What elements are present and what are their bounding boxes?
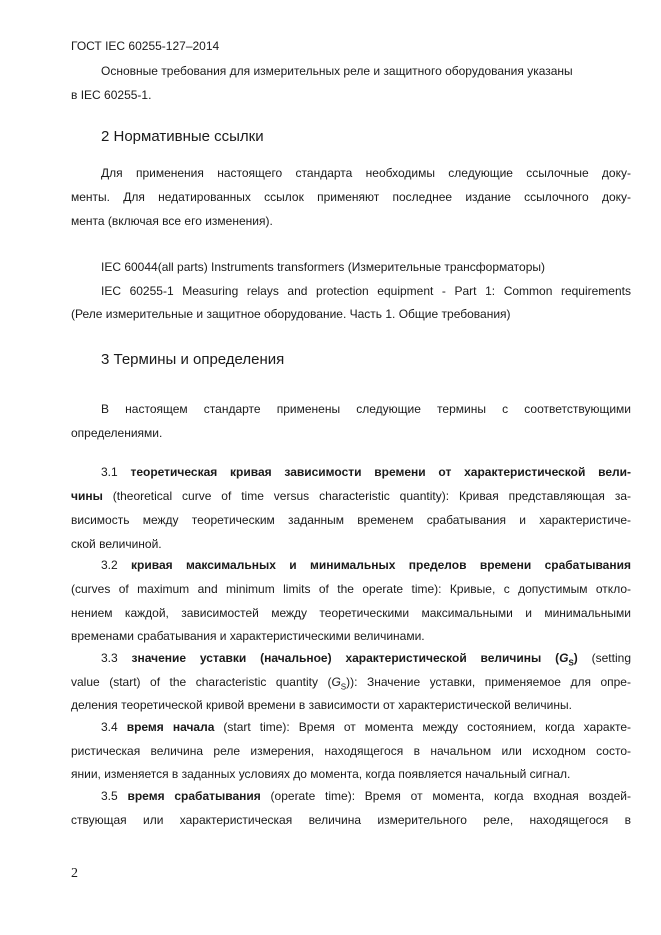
section-2-paragraph-line: мента (включая все его изменения). [71,214,273,228]
term-3-3-line-1 [101,651,631,670]
term-definition: (setting [591,651,631,665]
term-3-1-line-2 [71,489,631,503]
term-definition: (start time): Время от момента между состоянием, когда характе- [223,720,631,734]
term-definition: (theoretical curve of time versus characteristic quantity): Кривая представляющая за- [112,489,631,503]
term-name: теоретическая кривая зависимости времени от характеристической вели- [130,465,631,479]
term-name: время срабатывания [127,789,261,803]
term-3-3-line-3: деления теоретической кривой времени в зависимости от характеристической величины. [71,698,572,712]
term-name: время начала [126,720,215,734]
section-3-heading: 3 Термины и определения [101,351,285,368]
intro-line-2: в IEC 60255-1. [71,88,152,102]
term-number: 3.5 [101,789,118,803]
term-number: 3.3 [101,651,118,665]
term-3-1-line-4: ской величиной. [71,537,162,551]
section-2-paragraph-line: менты. Для недатированных ссылок применяют последнее издание ссылочного доку- [71,190,631,204]
term-definition: (operate time): Время от момента, когда входная воздей- [270,789,631,803]
term-number: 3.4 [101,720,118,734]
term-3-5-line-1 [101,789,631,803]
term-number: 3.1 [101,465,118,479]
normative-reference-2-continued: (Реле измерительные и защитное оборудование. Часть 1. Общие требования) [71,307,511,321]
term-3-3-line-2: value (start) of the characteristic quantity $(G_S)$): Значение уставки, применяемое для опре- [71,675,631,692]
section-3-intro-line: определениями. [71,426,163,440]
term-3-4-line-1 [101,720,631,734]
term-number: 3.2 [101,558,118,572]
term-3-1-line-3: висимость между теоретическим заданным временем срабатывания и характеристиче- [71,513,631,527]
term-name-continued: чины [71,489,103,503]
term-3-5-line-2: ствующая или характеристическая величина измерительного реле, находящегося в [71,813,631,827]
term-name: значение уставки (начальное) характеристической величины $(G_S)$ [131,651,578,668]
normative-reference-2: IEC 60255-1 Measuring relays and protection equipment - Part 1: Common requirements [101,284,631,298]
term-3-2-line-2: (curves of maximum and minimum limits of the operate time): Кривые, с допустимым откло- [71,582,631,596]
term-3-4-line-3: янии, изменяется в заданных условиях до момента, когда появляется начальный сигнал. [71,767,571,781]
term-3-1-line-1 [101,465,631,479]
normative-reference-1: IEC 60044(all parts) Instruments transformers (Измерительные трансформаторы) [101,260,546,274]
term-3-4-line-2: ристическая величина реле измерения, находящегося в начальном или исходном состо- [71,744,631,758]
term-3-2-line-1 [101,558,631,572]
section-3-intro-line: В настоящем стандарте применены следующие термины с соответствующими [101,402,631,416]
intro-line-1: Основные требования для измерительных реле и защитного оборудования указаны [101,64,573,78]
term-3-2-line-3: нением каждой, зависимостей между теоретическими максимальными и минимальными [71,606,631,620]
page-number: 2 [71,866,78,881]
term-name: кривая максимальных и минимальных пределов времени срабатывания [131,558,631,572]
document-header: ГОСТ IEC 60255-127–2014 [71,39,220,53]
term-3-2-line-4: временами срабатывания и характеристическими величинами. [71,629,425,643]
section-2-paragraph-line: Для применения настоящего стандарта необходимы следующие ссылочные доку- [101,166,631,180]
section-2-heading: 2 Нормативные ссылки [101,128,264,145]
